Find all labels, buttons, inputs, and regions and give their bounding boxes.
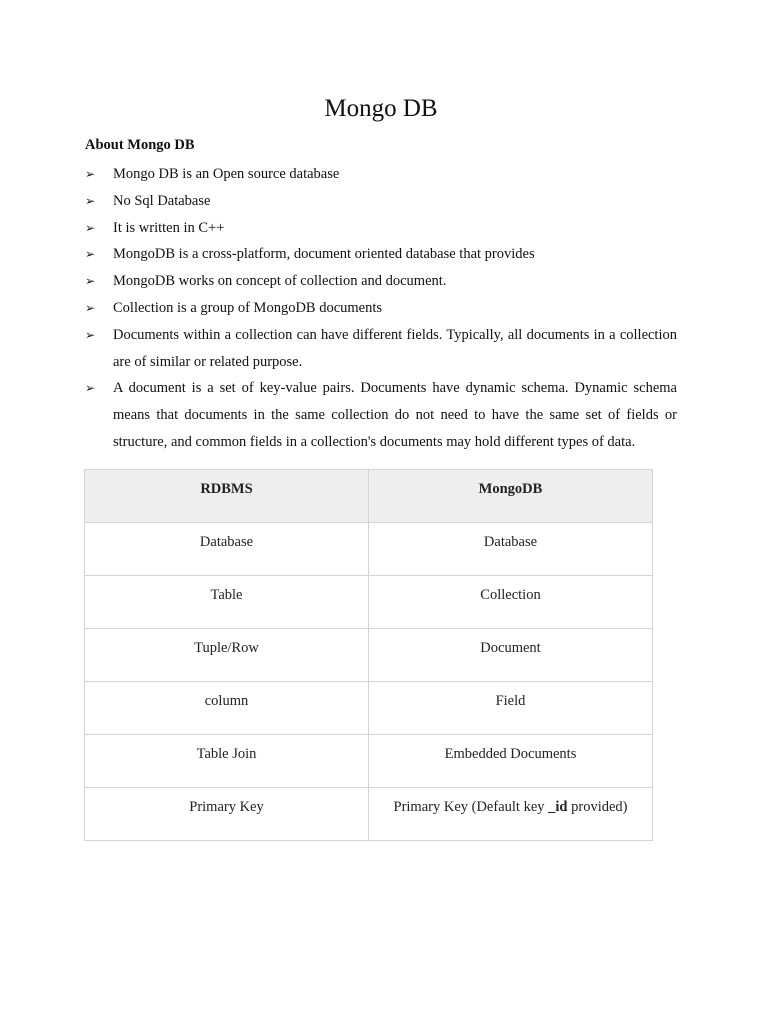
table-cell: column [85, 682, 369, 735]
table-row [85, 788, 653, 841]
table-row [85, 523, 653, 576]
arrowhead-bullet-icon: ➢ [85, 247, 96, 262]
arrowhead-bullet-icon: ➢ [85, 193, 96, 208]
arrowhead-bullet-icon: ➢ [85, 220, 96, 235]
table-cell: Primary Key [85, 788, 369, 841]
header-mongodb: MongoDB [369, 470, 653, 523]
table-cell: Database [369, 523, 653, 576]
table-cell: Document [369, 629, 653, 682]
list-item: ➢ It is written in C++ [85, 215, 677, 242]
table-cell: Embedded Documents [369, 735, 653, 788]
table-header-row [85, 470, 653, 523]
table-cell: Field [369, 682, 653, 735]
cell-text-before: Primary Key (Default key [393, 799, 549, 815]
arrowhead-bullet-icon: ➢ [85, 381, 96, 396]
arrowhead-bullet-icon: ➢ [85, 167, 96, 181]
table-row [85, 682, 653, 735]
list-item: ➢ MongoDB is a cross-platform, document oriented database that provides [85, 241, 677, 268]
arrowhead-bullet-icon: ➢ [85, 274, 96, 289]
list-item: ➢ MongoDB works on concept of collection and document. [85, 268, 677, 295]
table-cell: Database [85, 523, 369, 576]
list-item: ➢ A document is a set of key-value pairs. Documents have dynamic schema. Dynamic schema means that documents in the same collection do not need to have the same set of fields or structure, and common fields in a collection's documents may hold different types of data. [85, 375, 677, 455]
list-item: ➢ Collection is a group of MongoDB documents [85, 295, 677, 322]
cell-text-id: _id [548, 799, 568, 815]
arrowhead-bullet-icon: ➢ [85, 327, 96, 342]
list-item: ➢ No Sql Database [85, 188, 677, 215]
arrowhead-bullet-icon: ➢ [85, 300, 96, 315]
comparison-table [84, 469, 653, 841]
header-rdbms: RDBMS [85, 470, 369, 523]
bullet-list [85, 161, 677, 456]
list-item: ➢ Documents within a collection can have different fields. Typically, all documents in a collection are of similar or related purpose. [85, 322, 677, 376]
section-heading: About Mongo DB [85, 137, 195, 153]
table-cell: Collection [369, 576, 653, 629]
list-item: ➢ Mongo DB is an Open source database [85, 161, 677, 188]
table-cell-primary-key [369, 788, 653, 841]
table-cell: Table [85, 576, 369, 629]
cell-text-after: provided) [567, 799, 628, 815]
table-cell: Table Join [85, 735, 369, 788]
table-row [85, 629, 653, 682]
table-cell: Tuple/Row [85, 629, 369, 682]
page-title: Mongo DB [324, 95, 438, 122]
table-row [85, 735, 653, 788]
table-row [85, 576, 653, 629]
